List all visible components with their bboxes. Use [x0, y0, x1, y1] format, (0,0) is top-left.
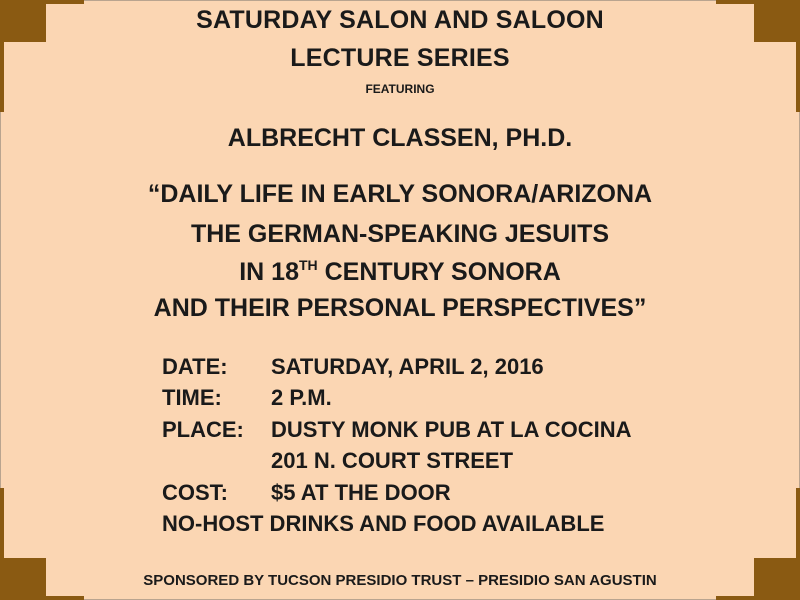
date-label: DATE:: [162, 353, 228, 379]
note-row: [162, 509, 632, 541]
place-label: PLACE:: [162, 416, 244, 442]
lecture-title-line-2: THE GERMAN-SPEAKING JESUITS: [190, 220, 610, 248]
ordinal-suffix: TH: [299, 257, 318, 273]
lecture-title-line-3-pre: IN 18: [239, 258, 299, 286]
lecture-title-line-3: [0, 258, 800, 287]
cost-label: COST:: [162, 479, 228, 505]
sponsor-line: SPONSORED BY TUCSON PRESIDIO TRUST – PRESIDIO SAN AGUSTIN: [143, 572, 657, 589]
time-row: [162, 383, 632, 415]
address-value: 201 N. COURT STREET: [271, 448, 514, 474]
speaker-name: ALBRECHT CLASSEN, PH.D.: [227, 124, 573, 152]
date-value: SATURDAY, APRIL 2, 2016: [271, 353, 544, 379]
place-value: DUSTY MONK PUB AT LA COCINA: [271, 416, 632, 442]
time-label: TIME:: [162, 385, 222, 411]
date-row: [162, 351, 632, 383]
cost-value: $5 AT THE DOOR: [271, 479, 451, 505]
address-row: [162, 446, 632, 478]
lecture-title-line-4: AND THEIR PERSONAL PERSPECTIVES”: [153, 294, 647, 322]
series-subtitle: LECTURE SERIES: [290, 44, 510, 72]
place-row: [162, 414, 632, 446]
cost-row: [162, 477, 632, 509]
time-value: 2 P.M.: [271, 385, 332, 411]
featuring-label: FEATURING: [365, 82, 435, 96]
series-title: SATURDAY SALON AND SALOON: [196, 6, 604, 34]
lecture-title-line-3-post: CENTURY SONORA: [317, 258, 561, 286]
drinks-food-note: NO-HOST DRINKS AND FOOD AVAILABLE: [162, 511, 605, 537]
event-details: [162, 351, 632, 540]
lecture-title-line-1: “DAILY LIFE IN EARLY SONORA/ARIZONA: [147, 180, 653, 208]
